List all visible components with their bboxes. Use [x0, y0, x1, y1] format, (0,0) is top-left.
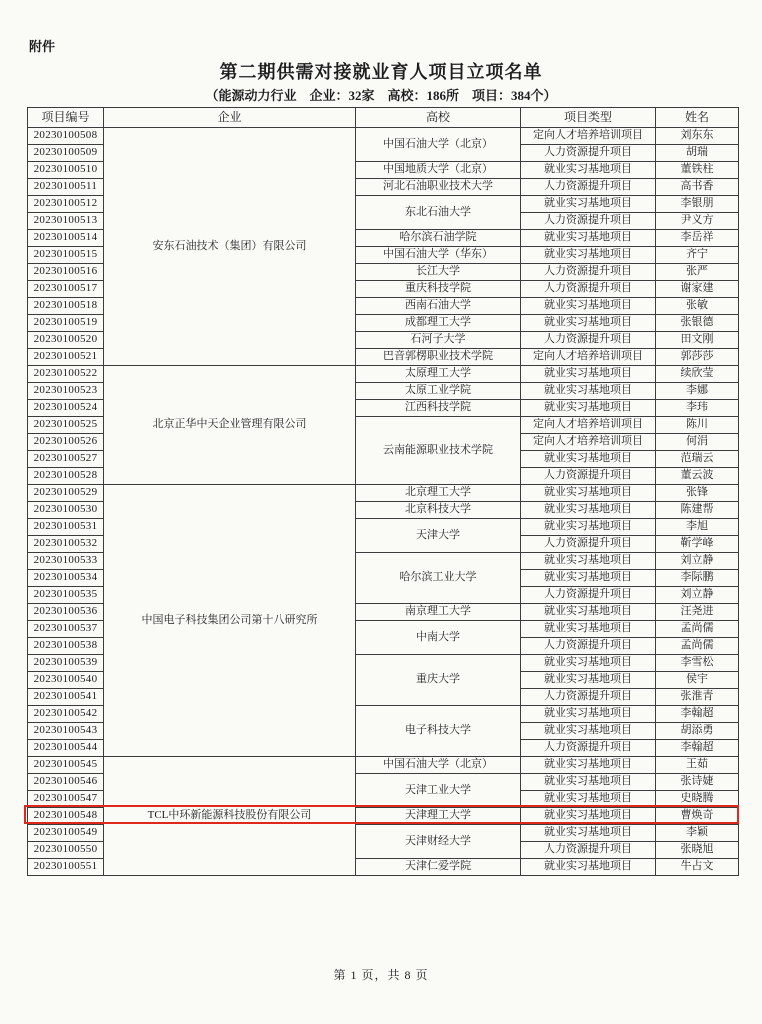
person-name-cell: 郭莎莎 [656, 349, 739, 366]
project-id-cell: 20230100541 [28, 689, 104, 706]
project-type-cell: 人力资源提升项目 [521, 281, 656, 298]
university-cell: 天津财经大学 [356, 825, 521, 859]
project-id-cell: 20230100513 [28, 213, 104, 230]
university-cell: 东北石油大学 [356, 196, 521, 230]
person-name-cell: 何涓 [656, 434, 739, 451]
project-id-cell: 20230100546 [28, 774, 104, 791]
page-title: 第二期供需对接就业育人项目立项名单 [219, 62, 543, 82]
project-type-cell: 人力资源提升项目 [521, 536, 656, 553]
project-id-cell: 20230100547 [28, 791, 104, 808]
project-type-cell: 人力资源提升项目 [521, 213, 656, 230]
project-type-cell: 就业实习基地项目 [521, 570, 656, 587]
enterprise-cell: 北京正华中天企业管理有限公司 [104, 366, 356, 485]
project-id-cell: 20230100515 [28, 247, 104, 264]
project-type-cell: 定向人才培养培训项目 [521, 349, 656, 366]
person-name-cell: 高书香 [656, 179, 739, 196]
person-name-cell: 胡瑞 [656, 145, 739, 162]
project-id-cell: 20230100525 [28, 417, 104, 434]
project-type-cell: 就业实习基地项目 [521, 706, 656, 723]
university-cell: 长江大学 [356, 264, 521, 281]
column-header-project-type: 项目类型 [521, 108, 656, 128]
project-id-cell: 20230100522 [28, 366, 104, 383]
person-name-cell: 孟尚儒 [656, 638, 739, 655]
university-cell: 中南大学 [356, 621, 521, 655]
university-cell: 天津大学 [356, 519, 521, 553]
person-name-cell: 刘立静 [656, 587, 739, 604]
project-id-cell: 20230100549 [28, 825, 104, 842]
project-type-cell: 就业实习基地项目 [521, 315, 656, 332]
project-type-cell: 人力资源提升项目 [521, 587, 656, 604]
project-id-cell: 20230100518 [28, 298, 104, 315]
project-id-cell: 20230100519 [28, 315, 104, 332]
person-name-cell: 张银德 [656, 315, 739, 332]
project-type-cell: 就业实习基地项目 [521, 366, 656, 383]
university-cell: 天津仁爱学院 [356, 859, 521, 876]
page-subtitle: （能源动力行业 企业：32家 高校：186所 项目：384个） [205, 88, 557, 103]
project-type-cell: 就业实习基地项目 [521, 298, 656, 315]
project-type-cell: 就业实习基地项目 [521, 162, 656, 179]
person-name-cell: 刘立静 [656, 553, 739, 570]
table-header-row [28, 108, 739, 128]
university-cell: 中国石油大学（北京） [356, 757, 521, 774]
project-id-cell: 20230100517 [28, 281, 104, 298]
university-cell: 石河子大学 [356, 332, 521, 349]
project-id-cell: 20230100516 [28, 264, 104, 281]
project-type-cell: 就业实习基地项目 [521, 774, 656, 791]
project-type-cell: 就业实习基地项目 [521, 383, 656, 400]
person-name-cell: 李岳祥 [656, 230, 739, 247]
project-id-cell: 20230100520 [28, 332, 104, 349]
project-type-cell: 就业实习基地项目 [521, 757, 656, 774]
person-name-cell: 张诗婕 [656, 774, 739, 791]
project-type-cell: 就业实习基地项目 [521, 230, 656, 247]
person-name-cell: 范瑞云 [656, 451, 739, 468]
person-name-cell: 刘东东 [656, 128, 739, 145]
project-type-cell: 就业实习基地项目 [521, 400, 656, 417]
project-id-cell: 20230100526 [28, 434, 104, 451]
project-type-cell: 就业实习基地项目 [521, 247, 656, 264]
university-cell: 北京科技大学 [356, 502, 521, 519]
person-name-cell: 曹焕奇 [656, 808, 739, 825]
project-id-cell: 20230100523 [28, 383, 104, 400]
project-type-cell: 人力资源提升项目 [521, 842, 656, 859]
project-type-cell: 就业实习基地项目 [521, 604, 656, 621]
person-name-cell: 齐宁 [656, 247, 739, 264]
person-name-cell: 李颖 [656, 825, 739, 842]
project-id-cell: 20230100539 [28, 655, 104, 672]
university-cell: 哈尔滨石油学院 [356, 230, 521, 247]
person-name-cell: 谢家建 [656, 281, 739, 298]
university-cell: 中国地质大学（北京） [356, 162, 521, 179]
project-id-cell: 20230100512 [28, 196, 104, 213]
project-type-cell: 就业实习基地项目 [521, 519, 656, 536]
project-type-cell: 人力资源提升项目 [521, 179, 656, 196]
project-type-cell: 定向人才培养培训项目 [521, 417, 656, 434]
project-id-cell: 20230100529 [28, 485, 104, 502]
university-cell: 江西科技学院 [356, 400, 521, 417]
project-type-cell: 就业实习基地项目 [521, 808, 656, 825]
person-name-cell: 张敏 [656, 298, 739, 315]
enterprise-cell: 中国电子科技集团公司第十八研究所 [104, 485, 356, 757]
project-id-cell: 20230100540 [28, 672, 104, 689]
university-cell: 南京理工大学 [356, 604, 521, 621]
person-name-cell: 李际鹏 [656, 570, 739, 587]
project-type-cell: 就业实习基地项目 [521, 672, 656, 689]
university-cell: 天津理工大学 [356, 808, 521, 825]
person-name-cell: 董铁柱 [656, 162, 739, 179]
person-name-cell: 李银朋 [656, 196, 739, 213]
university-cell: 中国石油大学（北京） [356, 128, 521, 162]
project-type-cell: 定向人才培养培训项目 [521, 128, 656, 145]
university-cell: 北京理工大学 [356, 485, 521, 502]
column-header-enterprise: 企业 [104, 108, 356, 128]
project-roster-table [27, 107, 739, 876]
enterprise-cell: TCL中环新能源科技股份有限公司 [104, 757, 356, 876]
project-id-cell: 20230100538 [28, 638, 104, 655]
project-id-cell: 20230100530 [28, 502, 104, 519]
university-cell: 成都理工大学 [356, 315, 521, 332]
university-cell: 重庆科技学院 [356, 281, 521, 298]
project-type-cell: 就业实习基地项目 [521, 859, 656, 876]
person-name-cell: 李玮 [656, 400, 739, 417]
project-id-cell: 20230100508 [28, 128, 104, 145]
project-type-cell: 就业实习基地项目 [521, 553, 656, 570]
project-type-cell: 就业实习基地项目 [521, 825, 656, 842]
table-row [28, 757, 739, 774]
person-name-cell: 李翰超 [656, 706, 739, 723]
university-cell: 中国石油大学（华东） [356, 247, 521, 264]
university-cell: 云南能源职业技术学院 [356, 417, 521, 485]
person-name-cell: 牛占文 [656, 859, 739, 876]
project-id-cell: 20230100509 [28, 145, 104, 162]
university-cell: 重庆大学 [356, 655, 521, 706]
university-cell: 河北石油职业技术大学 [356, 179, 521, 196]
project-id-cell: 20230100533 [28, 553, 104, 570]
project-type-cell: 就业实习基地项目 [521, 621, 656, 638]
project-type-cell: 就业实习基地项目 [521, 485, 656, 502]
project-type-cell: 人力资源提升项目 [521, 145, 656, 162]
column-header-name: 姓名 [656, 108, 739, 128]
project-type-cell: 就业实习基地项目 [521, 655, 656, 672]
project-id-cell: 20230100537 [28, 621, 104, 638]
project-id-cell: 20230100536 [28, 604, 104, 621]
project-id-cell: 20230100548 [28, 808, 104, 825]
person-name-cell: 李翰超 [656, 740, 739, 757]
project-id-cell: 20230100542 [28, 706, 104, 723]
person-name-cell: 陈建帮 [656, 502, 739, 519]
page-number: 第 1 页，共 8 页 [333, 968, 429, 982]
project-type-cell: 人力资源提升项目 [521, 332, 656, 349]
project-id-cell: 20230100532 [28, 536, 104, 553]
person-name-cell: 史晓腾 [656, 791, 739, 808]
project-type-cell: 就业实习基地项目 [521, 723, 656, 740]
project-id-cell: 20230100510 [28, 162, 104, 179]
university-cell: 太原工业学院 [356, 383, 521, 400]
person-name-cell: 续欣莹 [656, 366, 739, 383]
person-name-cell: 陈川 [656, 417, 739, 434]
person-name-cell: 尹义方 [656, 213, 739, 230]
university-cell: 巴音郭楞职业技术学院 [356, 349, 521, 366]
project-type-cell: 定向人才培养培训项目 [521, 434, 656, 451]
project-id-cell: 20230100544 [28, 740, 104, 757]
university-cell: 电子科技大学 [356, 706, 521, 757]
person-name-cell: 李娜 [656, 383, 739, 400]
project-id-cell: 20230100550 [28, 842, 104, 859]
project-id-cell: 20230100534 [28, 570, 104, 587]
university-cell: 西南石油大学 [356, 298, 521, 315]
person-name-cell: 李旭 [656, 519, 739, 536]
person-name-cell: 靳学峰 [656, 536, 739, 553]
project-type-cell: 就业实习基地项目 [521, 451, 656, 468]
table-row [28, 128, 739, 145]
person-name-cell: 侯宇 [656, 672, 739, 689]
column-header-project-id: 项目编号 [28, 108, 104, 128]
project-id-cell: 20230100521 [28, 349, 104, 366]
project-id-cell: 20230100531 [28, 519, 104, 536]
project-type-cell: 人力资源提升项目 [521, 638, 656, 655]
person-name-cell: 张严 [656, 264, 739, 281]
person-name-cell: 张锋 [656, 485, 739, 502]
enterprise-cell: 安东石油技术（集团）有限公司 [104, 128, 356, 366]
project-type-cell: 就业实习基地项目 [521, 791, 656, 808]
project-id-cell: 20230100551 [28, 859, 104, 876]
person-name-cell: 张晓旭 [656, 842, 739, 859]
project-id-cell: 20230100527 [28, 451, 104, 468]
project-id-cell: 20230100543 [28, 723, 104, 740]
project-id-cell: 20230100514 [28, 230, 104, 247]
person-name-cell: 董云波 [656, 468, 739, 485]
column-header-university: 高校 [356, 108, 521, 128]
project-type-cell: 人力资源提升项目 [521, 740, 656, 757]
person-name-cell: 李雪松 [656, 655, 739, 672]
project-id-cell: 20230100535 [28, 587, 104, 604]
university-cell: 哈尔滨工业大学 [356, 553, 521, 604]
person-name-cell: 汪尧进 [656, 604, 739, 621]
project-id-cell: 20230100545 [28, 757, 104, 774]
attachment-label: 附件 [29, 39, 56, 54]
project-type-cell: 人力资源提升项目 [521, 468, 656, 485]
project-type-cell: 人力资源提升项目 [521, 689, 656, 706]
table-body [28, 128, 739, 876]
person-name-cell: 张淮青 [656, 689, 739, 706]
university-cell: 太原理工大学 [356, 366, 521, 383]
person-name-cell: 孟尚儒 [656, 621, 739, 638]
project-id-cell: 20230100524 [28, 400, 104, 417]
project-type-cell: 就业实习基地项目 [521, 196, 656, 213]
project-type-cell: 就业实习基地项目 [521, 502, 656, 519]
person-name-cell: 胡添勇 [656, 723, 739, 740]
person-name-cell: 田文刚 [656, 332, 739, 349]
project-id-cell: 20230100528 [28, 468, 104, 485]
project-type-cell: 人力资源提升项目 [521, 264, 656, 281]
person-name-cell: 王茹 [656, 757, 739, 774]
table-row [28, 485, 739, 502]
university-cell: 天津工业大学 [356, 774, 521, 808]
table-row [28, 366, 739, 383]
project-id-cell: 20230100511 [28, 179, 104, 196]
